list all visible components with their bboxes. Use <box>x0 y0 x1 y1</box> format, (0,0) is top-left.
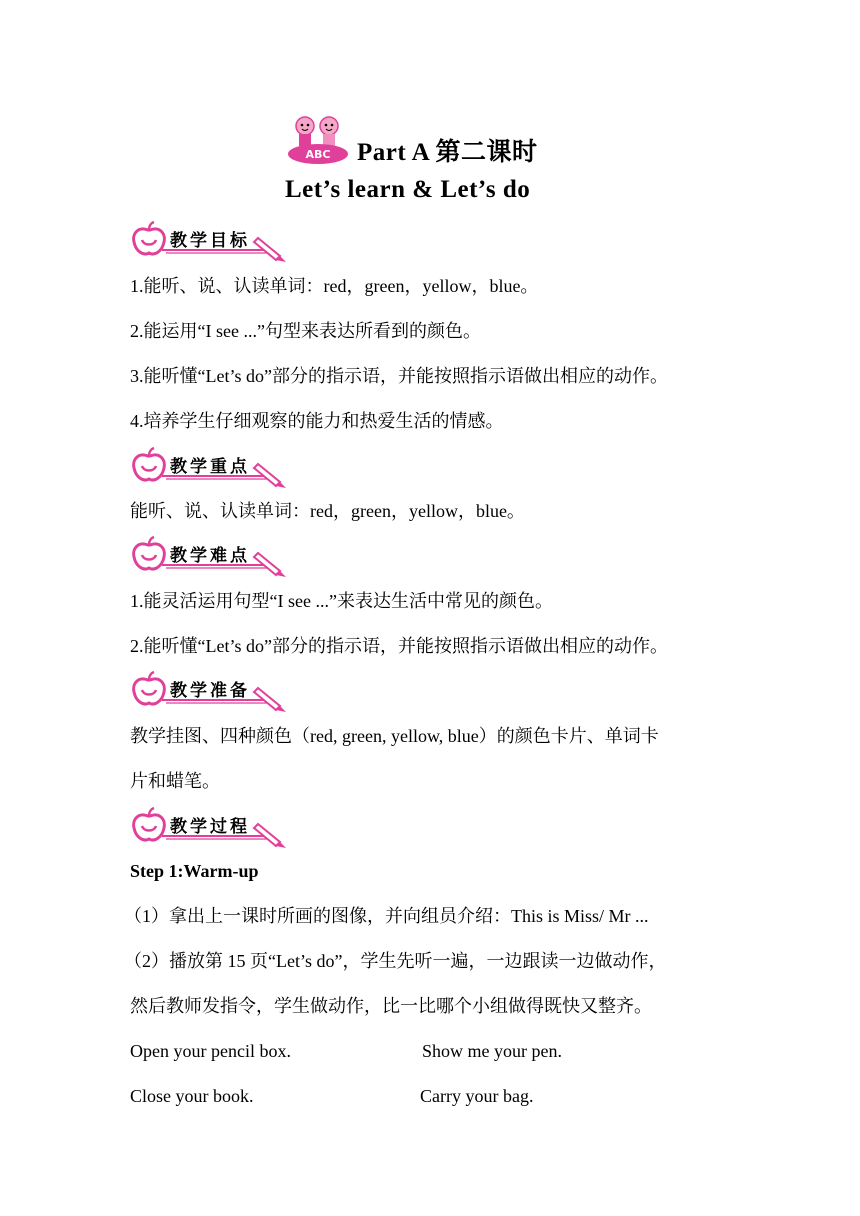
preparation-item: 片和蜡笔。 <box>130 771 220 791</box>
section-heading-objectives <box>130 220 290 258</box>
heading-text: 教学重点 <box>170 457 250 477</box>
lesson-subtitle: Let’s learn & Let’s do <box>285 176 531 203</box>
objective-item: 3.能听懂“Let’s do”部分的指示语，并能按照指示语做出相应的动作。 <box>130 366 668 386</box>
process-item: （2）播放第 15 页“Let’s do”，学生先听一遍，一边跟读一边做动作， <box>124 951 667 971</box>
objective-item: 2.能运用“I see ...”句型来表达所看到的颜色。 <box>130 321 481 341</box>
section-heading-key-points <box>130 446 290 484</box>
preparation-item: 教学挂图、四种颜色（red, green, yellow, blue）的颜色卡片、单词卡 <box>130 726 659 746</box>
heading-text: 教学过程 <box>170 817 250 837</box>
command-text: Show me your pen. <box>422 1041 562 1061</box>
section-heading-process <box>130 806 290 844</box>
kids-abc-logo-icon <box>285 112 351 166</box>
logo-text: ABC <box>305 148 331 161</box>
title-banner <box>283 110 579 210</box>
key-point-item: 能听、说、认读单词：red，green，yellow，blue。 <box>130 501 525 521</box>
heading-text: 教学准备 <box>170 681 250 701</box>
command-text: Open your pencil box. <box>130 1041 291 1061</box>
heading-text: 教学难点 <box>170 546 250 566</box>
command-text: Carry your bag. <box>420 1086 534 1106</box>
lesson-title: Part A 第二课时 <box>357 139 538 166</box>
process-item: （1）拿出上一课时所画的图像，并向组员介绍：This is Miss/ Mr ... <box>124 906 649 926</box>
heading-text: 教学目标 <box>170 231 250 251</box>
objective-item: 4.培养学生仔细观察的能力和热爱生活的情感。 <box>130 411 504 431</box>
difficulty-item: 1.能灵活运用句型“I see ...”来表达生活中常见的颜色。 <box>130 591 553 611</box>
objective-item: 1.能听、说、认读单词：red，green，yellow，blue。 <box>130 276 539 296</box>
command-text: Close your book. <box>130 1086 254 1106</box>
step-title: Step 1:Warm-up <box>130 861 259 881</box>
process-item: 然后教师发指令，学生做动作，比一比哪个小组做得既快又整齐。 <box>130 996 652 1016</box>
section-heading-difficulties <box>130 535 290 573</box>
section-heading-preparation <box>130 670 290 708</box>
difficulty-item: 2.能听懂“Let’s do”部分的指示语，并能按照指示语做出相应的动作。 <box>130 636 668 656</box>
